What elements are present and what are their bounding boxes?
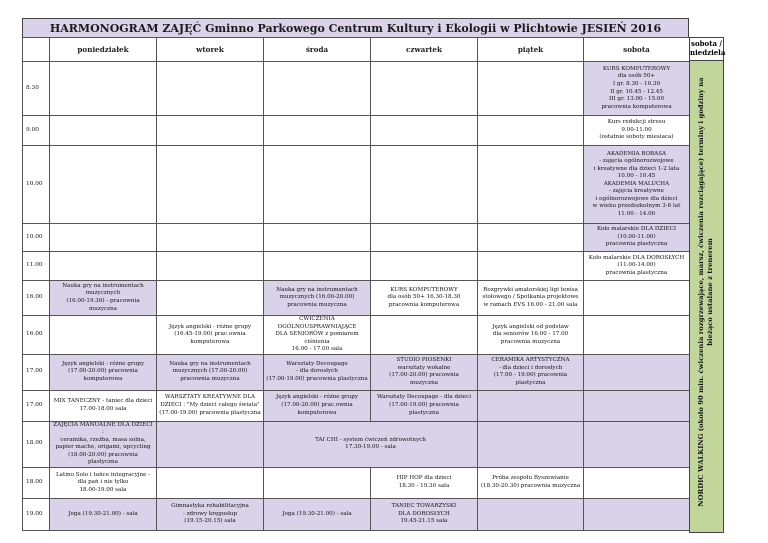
event-cell: KURS KOMPUTEROWY dla osób 50+ 16.30-18.30 pracownia komputerowa	[371, 281, 478, 316]
event-cell: Rozgrywki amatorskiej ligi tenisa stołowego / Spotkania projektowe w ramach EVS 16.00 - 21.00 sala	[478, 281, 584, 316]
table-row	[23, 316, 690, 355]
event-cell: Język angielski od podstaw dla seniorów 16.00 - 17.00 pracownia muzyczna	[478, 316, 584, 355]
time-cell: 9.00	[23, 116, 50, 146]
time-cell: 17.00	[23, 354, 50, 390]
event-cell: ĆWICZENIA OGÓLNOUSPRAWNIAJĄCE DLA SENIORÓW z pomiarem ciśnienia 16.00 - 17.00 sala	[264, 316, 371, 355]
event-cell: Joga (19.30-21.00) - sala	[50, 499, 157, 531]
time-cell: 17.00	[23, 390, 50, 421]
time-cell: 16.00	[23, 281, 50, 316]
event-cell: Gimnastyka rehabilitacyjna - zdrowy kręgosłup (19.15-20.15) sala	[157, 499, 264, 531]
event-cell: Próba zespołu Byszewianie (18.30-20.30) pracownia muzyczna	[478, 468, 584, 499]
header-saturday: sobota	[584, 38, 690, 62]
time-cell: 18.00	[23, 468, 50, 499]
table-row	[23, 224, 690, 252]
event-cell: Warsztaty Decoupage - dla dorosłych (17.00-19.00) pracownia plastyczna	[264, 354, 371, 390]
event-cell: HIP HOP dla dzieci 18.30 - 19.30 sala	[371, 468, 478, 499]
event-cell: WARSZTATY KREATYWNE DLA DZIECI : "My dzieci całego świata" (17.00-19.00) pracownia plastyczna	[157, 390, 264, 421]
table-row	[23, 354, 690, 390]
table-row	[23, 146, 690, 224]
event-cell: Język angielski - różne grupy (17.00-20.00) pracownia komputerowa	[50, 354, 157, 390]
event-cell: Język angielski - różne grupy (16.45-19.00) prac.ownia komputerowa	[157, 316, 264, 355]
event-cell: CERAMIKA ARTYSTYCZNA - dla dzieci i dorosłych (17.00 - 19.00) pracownia plastyczna	[478, 354, 584, 390]
event-cell: Koło malarskie DLA DOROSŁYCH (11.00-14.00) pracownia plastyczna	[584, 252, 690, 281]
table-row	[23, 499, 690, 531]
event-cell: MIX TANECZNY - taniec dla dzieci 17.00-18.00 sala	[50, 390, 157, 421]
schedule-title: HARMONOGRAM ZAJĘĆ Gminno Parkowego Centrum Kultury i Ekologii w Plichtowie JESIEŃ 2016	[22, 18, 689, 38]
event-cell: ZAJĘCIA MANUALNE DLA DZIECI : ceramika, rzeźba, masa solna, papier mache, origami, upcycling (18.00-20.00) pracownia plastyczna	[50, 421, 157, 467]
event-cell: Koło malarskie DLA DZIECI (10.00-11.00) pracownia plastyczna	[584, 224, 690, 252]
event-cell: Joga (19.30-21.00) - sala	[264, 499, 371, 531]
table-row	[23, 252, 690, 281]
table-row	[23, 62, 690, 116]
event-cell: Latino Solo i tańce integracyjne - dla pań i nie tylko 18.00-19.00 sala	[50, 468, 157, 499]
header-row	[23, 38, 690, 62]
event-cell: KURS KOMPUTEROWY dla osób 50+ I gr. 8.30 - 10.30 II gr. 10.45 - 12.45 III gr. 13.00 - 15.00 pracownia komputerowa	[584, 62, 690, 116]
table-row	[23, 116, 690, 146]
nordic-walking-note: NORDIC WALKING (około 90 min. ćwiczenia rozgrzewające, marsz, ćwiczenia rozciągające) terminy i godziny na bieżąco ustalane z trenerem	[696, 77, 714, 507]
time-cell: 8.30	[23, 62, 50, 116]
header-sunday: sobota / niedziela	[689, 37, 724, 61]
event-cell: Warsztaty Decoupage - dla dzieci (17.00-19.00) pracownia plastyczna	[371, 390, 478, 421]
event-cell: Język angielski - różne grupy (17.00-20.00) prac.ownia komputerowa	[264, 390, 371, 421]
event-cell: Kurs redukcji stresu 9.00-11.00 (ostatnie soboty miesiaca)	[584, 116, 690, 146]
time-cell: 11.00	[23, 252, 50, 281]
table-row	[23, 468, 690, 499]
event-cell: Nauka gry na instrumentach muzycznych (16.00-19.30) - pracownia muzyczna	[50, 281, 157, 316]
corner-cell	[23, 38, 50, 62]
header-friday: piątek	[478, 38, 584, 62]
event-cell: Nauka gry na instrumentach muzycznych (17.00-20.00) pracownia muzyczna	[157, 354, 264, 390]
event-cell: TANIEC TOWARZYSKI DLA DOROSŁYCH 19.45-21.15 sala	[371, 499, 478, 531]
event-cell: AKADEMIA BOBASA - zajęcia ogólnorozwojowe i kreatywne dla dzieci 1-2 lata 10.00 - 10.45 AKADEMIA MALUCHA - zajęcia kreatywne i ogólnorozwojowe dla dzieci w wieku przedszkolnym 3-6 lat 11.00 - 14.00	[584, 146, 690, 224]
event-cell: TAI CHI - system ćwiczeń zdrowotnych 17.30-19.00 - sala	[264, 421, 478, 467]
time-cell: 10.00	[23, 146, 50, 224]
table-row	[23, 281, 690, 316]
event-cell: Nauka gry na instrumentach muzycznych (16.00-20.00) pracownia muzyczna	[264, 281, 371, 316]
time-cell: 16.00	[23, 316, 50, 355]
time-cell: 19.00	[23, 499, 50, 531]
header-thursday: czwartek	[371, 38, 478, 62]
table-row	[23, 390, 690, 421]
schedule-table	[22, 37, 690, 531]
event-cell: STUDIO PIOSENKI warsztaty wokalne (17.00-20.00) pracownia muzyczna	[371, 354, 478, 390]
time-cell: 18.00	[23, 421, 50, 467]
header-wednesday: środa	[264, 38, 371, 62]
header-tuesday: wtorek	[157, 38, 264, 62]
time-cell: 10.00	[23, 224, 50, 252]
header-monday: poniedziałek	[50, 38, 157, 62]
table-row	[23, 421, 690, 467]
